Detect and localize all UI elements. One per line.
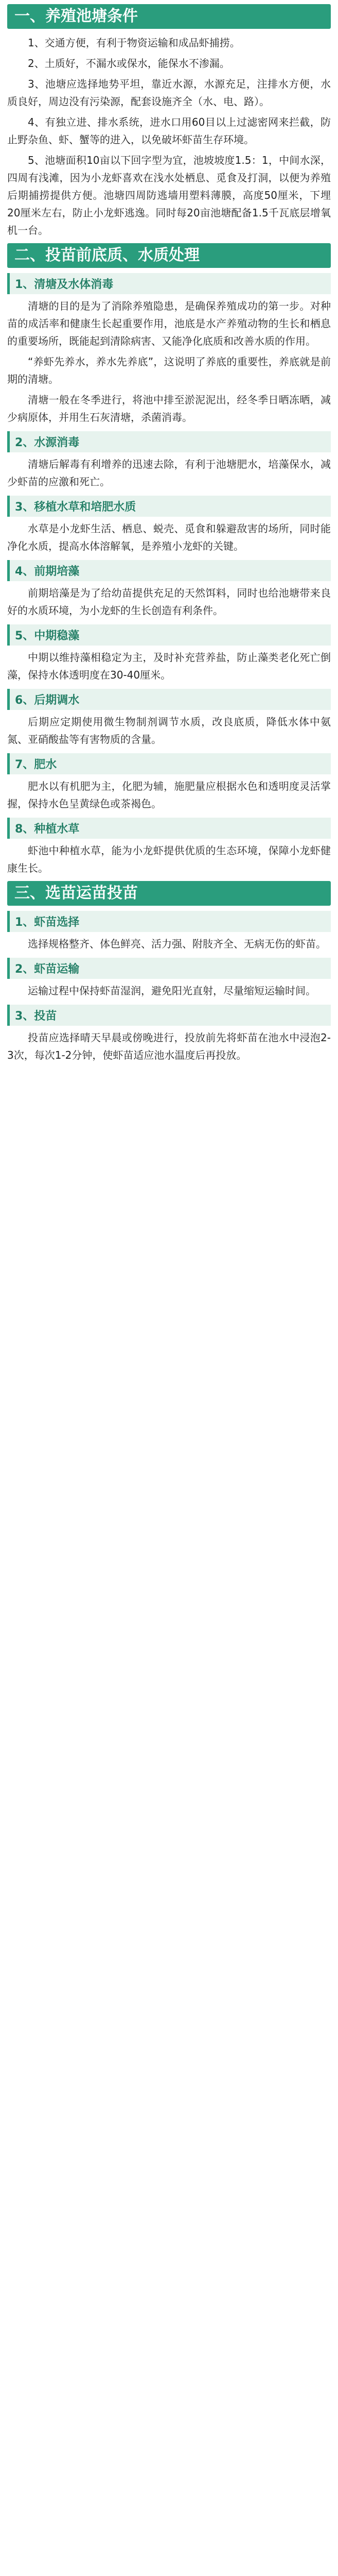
paragraph: 水草是小龙虾生活、栖息、蜕壳、觅食和躲避敌害的场所，同时能净化水质，提高水体溶解氧，是养殖小龙虾的关键。 [7,522,331,552]
section-banner: 三、选苗运苗投苗 [7,881,331,906]
paragraph: 后期应定期使用微生物制剂调节水质，改良底质，降低水体中氨氮、亚硝酸盐等有害物质的含量。 [7,716,331,745]
paragraph: 4、有独立进、排水系统，进水口用60目以上过滤密网来拦截，防止野杂鱼、虾、蟹等的进入，以免破坏虾苗生存环境。 [7,116,331,146]
paragraph: 选择规格整齐、体色鲜亮、活力强、附肢齐全、无病无伤的虾苗。 [28,938,326,950]
subsection-heading: 5、中期稳藻 [7,624,331,646]
paragraph: 清塘后解毒有利增养的迅速去除，有利于池塘肥水，培藻保水，减少虾苗的应激和死亡。 [7,458,331,488]
subsection-heading: 6、后期调水 [7,689,331,710]
subsection-heading: 3、移植水草和培肥水质 [7,496,331,517]
subsection-heading: 2、虾苗运输 [7,958,331,979]
subsection-heading: 7、肥水 [7,753,331,774]
paragraph: 清塘一般在冬季进行，将池中排至淤泥泥出，经冬季日晒冻晒，减少病原体，并用生石灰清塘，杀菌消毒。 [7,394,331,423]
subsection-heading: 1、虾苗选择 [7,911,331,932]
subsection-heading: 1、清塘及水体消毒 [7,273,331,294]
subsection-heading: 8、种植水草 [7,818,331,839]
paragraph: 肥水以有机肥为主，化肥为辅，施肥量应根据水色和透明度灵活掌握，保持水色呈黄绿色或茶褐色。 [7,780,331,810]
subsection-heading: 4、前期培藻 [7,560,331,581]
subsection-heading: 3、投苗 [7,1005,331,1026]
paragraph: “养虾先养水，养水先养底”，这说明了养底的重要性，养底就是前期的清塘。 [7,355,331,385]
paragraph: 2、土质好，不漏水或保水，能保水不渗漏。 [28,57,230,70]
paragraph: 清塘的目的是为了消除养殖隐患，是确保养殖成功的第一步。对种苗的成活率和健康生长起重要作用，池底是水产养殖动物的生长和栖息的重要场所，既能起到清除病害、又能净化底质和改善水质的作用。 [7,300,331,347]
paragraph: 1、交通方便，有利于物资运输和成品虾捕捞。 [28,37,240,49]
paragraph: 中期以维持藻相稳定为主，及时补充营养盐，防止藻类老化死亡倒藻，保持水体透明度在30-40厘米。 [7,651,331,681]
paragraph: 3、池塘应选择地势平坦，靠近水源，水源充足，注排水方便，水质良好，周边没有污染源，配套设施齐全（水、电、路）。 [7,78,331,108]
section-banner: 二、投苗前底质、水质处理 [7,243,331,268]
paragraph: 运输过程中保持虾苗湿润，避免阳光直射，尽量缩短运输时间。 [28,985,316,997]
paragraph: 投苗应选择晴天早晨或傍晚进行，投放前先将虾苗在池水中浸泡2-3次，每次1-2分钟，使虾苗适应池水温度后再投放。 [7,1031,331,1061]
section-banner: 一、养殖池塘条件 [7,4,331,29]
subsection-heading: 2、水源消毒 [7,431,331,452]
paragraph: 虾池中种植水草，能为小龙虾提供优质的生态环境，保障小龙虾健康生长。 [7,844,331,874]
article-content [0,4,338,1064]
paragraph: 前期培藻是为了给幼苗提供充足的天然饵料，同时也给池塘带来良好的水质环境，为小龙虾的生长创造有利条件。 [7,587,331,617]
paragraph: 5、池塘面积10亩以下回字型为宜，池坡坡度1.5：1，中间水深，四周有浅滩，因为小龙虾喜欢在浅水处栖息、觅食及打洞，以便为养殖后期捕捞提供方便。池塘四周防逃墙用塑料薄膜，高度50厘米，下埋20厘米左右，防止小龙虾逃逸。同时每20亩池塘配备1.5千瓦底层增氧机一台。 [7,154,331,236]
